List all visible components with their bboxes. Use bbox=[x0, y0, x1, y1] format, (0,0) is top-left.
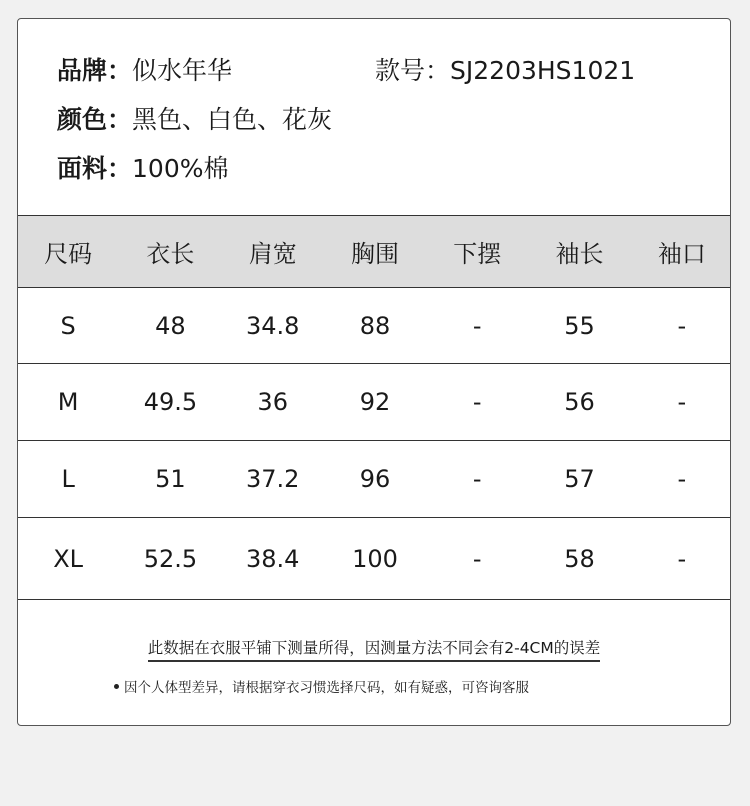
table-cell: 37.2 bbox=[222, 441, 324, 518]
table-header-row bbox=[17, 216, 731, 288]
table-cell: 38.4 bbox=[222, 518, 324, 600]
table-cell: 51 bbox=[119, 441, 221, 518]
table-cell: M bbox=[17, 364, 119, 441]
product-info bbox=[57, 51, 730, 198]
table-cell: 48 bbox=[119, 288, 221, 364]
table-cell: 52.5 bbox=[119, 518, 221, 600]
style-value: SJ2203HS1021 bbox=[450, 56, 636, 85]
header-cuff: 袖口 bbox=[631, 216, 731, 288]
fabric-label: 面料： bbox=[57, 154, 133, 183]
size-chart-card bbox=[17, 18, 731, 726]
table-cell: - bbox=[631, 364, 731, 441]
table-cell: 34.8 bbox=[222, 288, 324, 364]
table-row bbox=[17, 518, 731, 600]
table-cell: 58 bbox=[528, 518, 630, 600]
table-cell: 96 bbox=[324, 441, 426, 518]
table-cell: 55 bbox=[528, 288, 630, 364]
table-cell: 57 bbox=[528, 441, 630, 518]
brand-value: 似水年华 bbox=[132, 56, 233, 85]
table-row bbox=[17, 441, 731, 518]
table-cell: 56 bbox=[528, 364, 630, 441]
measurement-note-text: 此数据在衣服平铺下测量所得，因测量方法不同会有2-4CM的误差 bbox=[148, 637, 601, 662]
size-advice-text: 因个人体型差异，请根据穿衣习惯选择尺码，如有疑惑，可咨询客服 bbox=[124, 680, 529, 696]
table-cell: - bbox=[631, 441, 731, 518]
table-row bbox=[17, 364, 731, 441]
table-cell: - bbox=[426, 518, 528, 600]
table-cell: 49.5 bbox=[119, 364, 221, 441]
header-size: 尺码 bbox=[17, 216, 119, 288]
fabric-value: 100%棉 bbox=[132, 154, 229, 183]
header-sleeve-length: 袖长 bbox=[528, 216, 630, 288]
header-length: 衣长 bbox=[119, 216, 221, 288]
table-cell: 36 bbox=[222, 364, 324, 441]
size-table bbox=[17, 215, 731, 600]
color-line bbox=[57, 100, 730, 149]
table-cell: - bbox=[631, 288, 731, 364]
table-row bbox=[17, 288, 731, 364]
bullet-icon bbox=[114, 684, 119, 689]
fabric-line bbox=[57, 149, 730, 198]
style-label: 款号： bbox=[375, 56, 451, 85]
table-cell: - bbox=[631, 518, 731, 600]
table-cell: - bbox=[426, 364, 528, 441]
size-advice bbox=[114, 676, 529, 696]
table-cell: 100 bbox=[324, 518, 426, 600]
header-shoulder: 肩宽 bbox=[222, 216, 324, 288]
brand-label: 品牌： bbox=[57, 56, 133, 85]
table-cell: - bbox=[426, 288, 528, 364]
header-hem: 下摆 bbox=[426, 216, 528, 288]
measurement-note bbox=[18, 637, 730, 662]
table-cell: XL bbox=[17, 518, 119, 600]
table-cell: - bbox=[426, 441, 528, 518]
table-cell: L bbox=[17, 441, 119, 518]
style-number bbox=[375, 51, 635, 91]
table-cell: S bbox=[17, 288, 119, 364]
brand-line bbox=[57, 51, 730, 100]
color-value: 黑色、白色、花灰 bbox=[132, 105, 333, 134]
table-cell: 92 bbox=[324, 364, 426, 441]
table-cell: 88 bbox=[324, 288, 426, 364]
header-chest: 胸围 bbox=[324, 216, 426, 288]
color-label: 颜色： bbox=[57, 105, 133, 134]
